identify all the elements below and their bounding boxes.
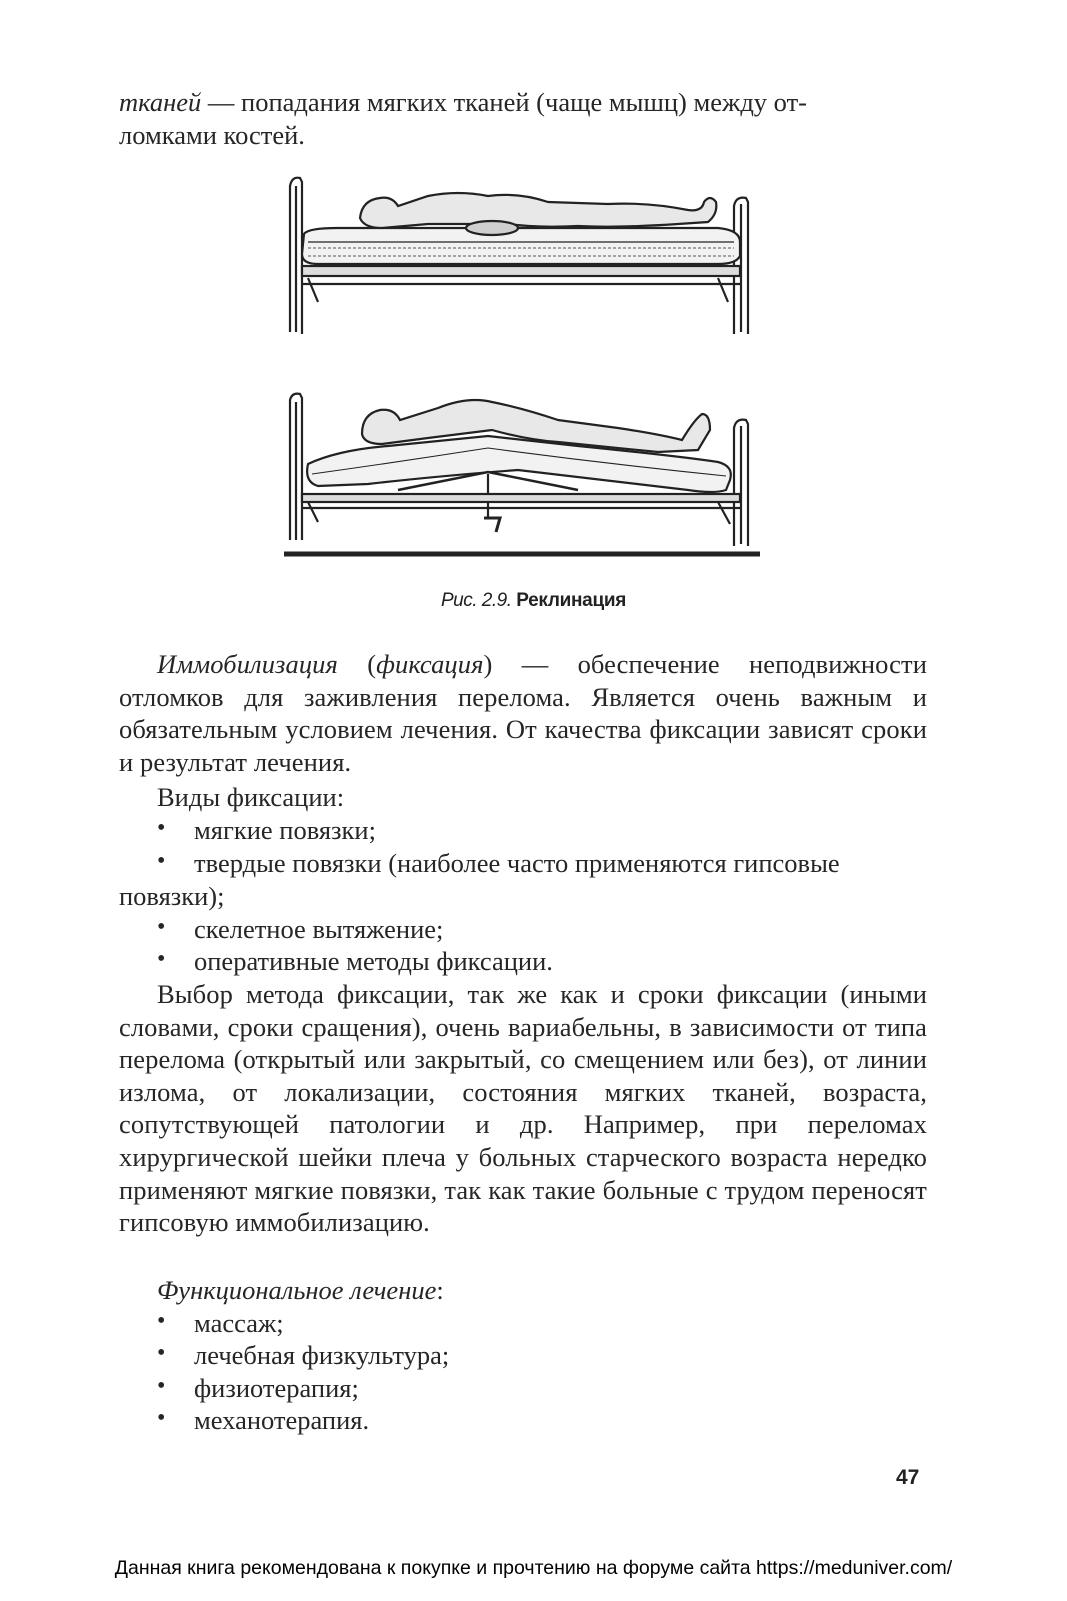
functional-colon: :	[436, 1275, 444, 1305]
page-number: 47	[896, 1466, 920, 1489]
paren-open: (	[337, 649, 377, 679]
functional-item: физиотерапия;	[194, 1373, 359, 1403]
functional-item: лечебная физкультура;	[194, 1340, 450, 1370]
top-text-line1	[119, 86, 927, 119]
figure-caption	[0, 590, 1067, 612]
footer-note: Данная книга рекомендована к покупке и прочтению на форуме сайта https://meduniver.com/	[114, 1557, 953, 1579]
term-functional-treatment: Функциональное лечение	[157, 1275, 437, 1305]
term-immobilization: Иммобилизация	[157, 649, 338, 679]
paragraph-fixation-choice: Выбор метода фиксации, так же как и сроки фиксации (иными словами, сроки сращения), очень вариабельны, в зависимости от типа перелома (открытый или закрытый, со смещением или без), от линии излома, от локализации, состояния мягких тканей, возраста, сопутствующей патологии и др. Например, при переломах хирургической шейки плеча у больных старческого возраста нередко применяют мягкие повязки, так как такие больные с трудом переносят гипсовую иммобилизацию.	[119, 979, 927, 1238]
fix-types-heading: Виды фиксации:	[157, 782, 345, 812]
figure-bed-flat	[278, 172, 778, 350]
term-tkaney: тканей	[119, 87, 202, 117]
fix-type-item: твердые повязки (наиболее часто применяются гипсовые	[194, 848, 840, 878]
bullet-icon: •	[157, 914, 166, 940]
bullet-icon: •	[157, 946, 166, 972]
functional-heading	[157, 1274, 965, 1307]
caption-title: Реклинация	[516, 590, 626, 611]
fix-type-item: оперативные методы фиксации.	[194, 946, 553, 976]
bullet-icon: •	[157, 1340, 166, 1366]
top-text-rest: — попадания мягких тканей (чаще мышц) между от-	[201, 87, 807, 117]
caption-number: Рис. 2.9.	[441, 590, 512, 611]
bullet-icon: •	[157, 1405, 166, 1431]
bullet-icon: •	[157, 815, 166, 841]
paragraph-immobilization	[119, 648, 927, 778]
term-fixation: фиксация	[376, 649, 484, 679]
bullet-icon: •	[157, 848, 166, 874]
fix-type-item: мягкие повязки;	[194, 815, 376, 845]
functional-item: массаж;	[194, 1308, 284, 1338]
figure-bed-reclination	[278, 390, 778, 570]
functional-item: механотерапия.	[194, 1405, 370, 1435]
bullet-icon: •	[157, 1373, 166, 1399]
top-text-line2: ломками костей.	[119, 120, 305, 150]
bullet-icon: •	[157, 1308, 166, 1334]
immobilization-text: ) — обеспечение неподвижности отломков для заживления перелома. Является очень важным и обязательным условием лечения. От качества фиксации зависят сроки и результат лечения.	[119, 649, 927, 777]
fix-type-item-continued: повязки);	[119, 881, 225, 911]
fix-type-item: скелетное вытяжение;	[194, 914, 444, 944]
